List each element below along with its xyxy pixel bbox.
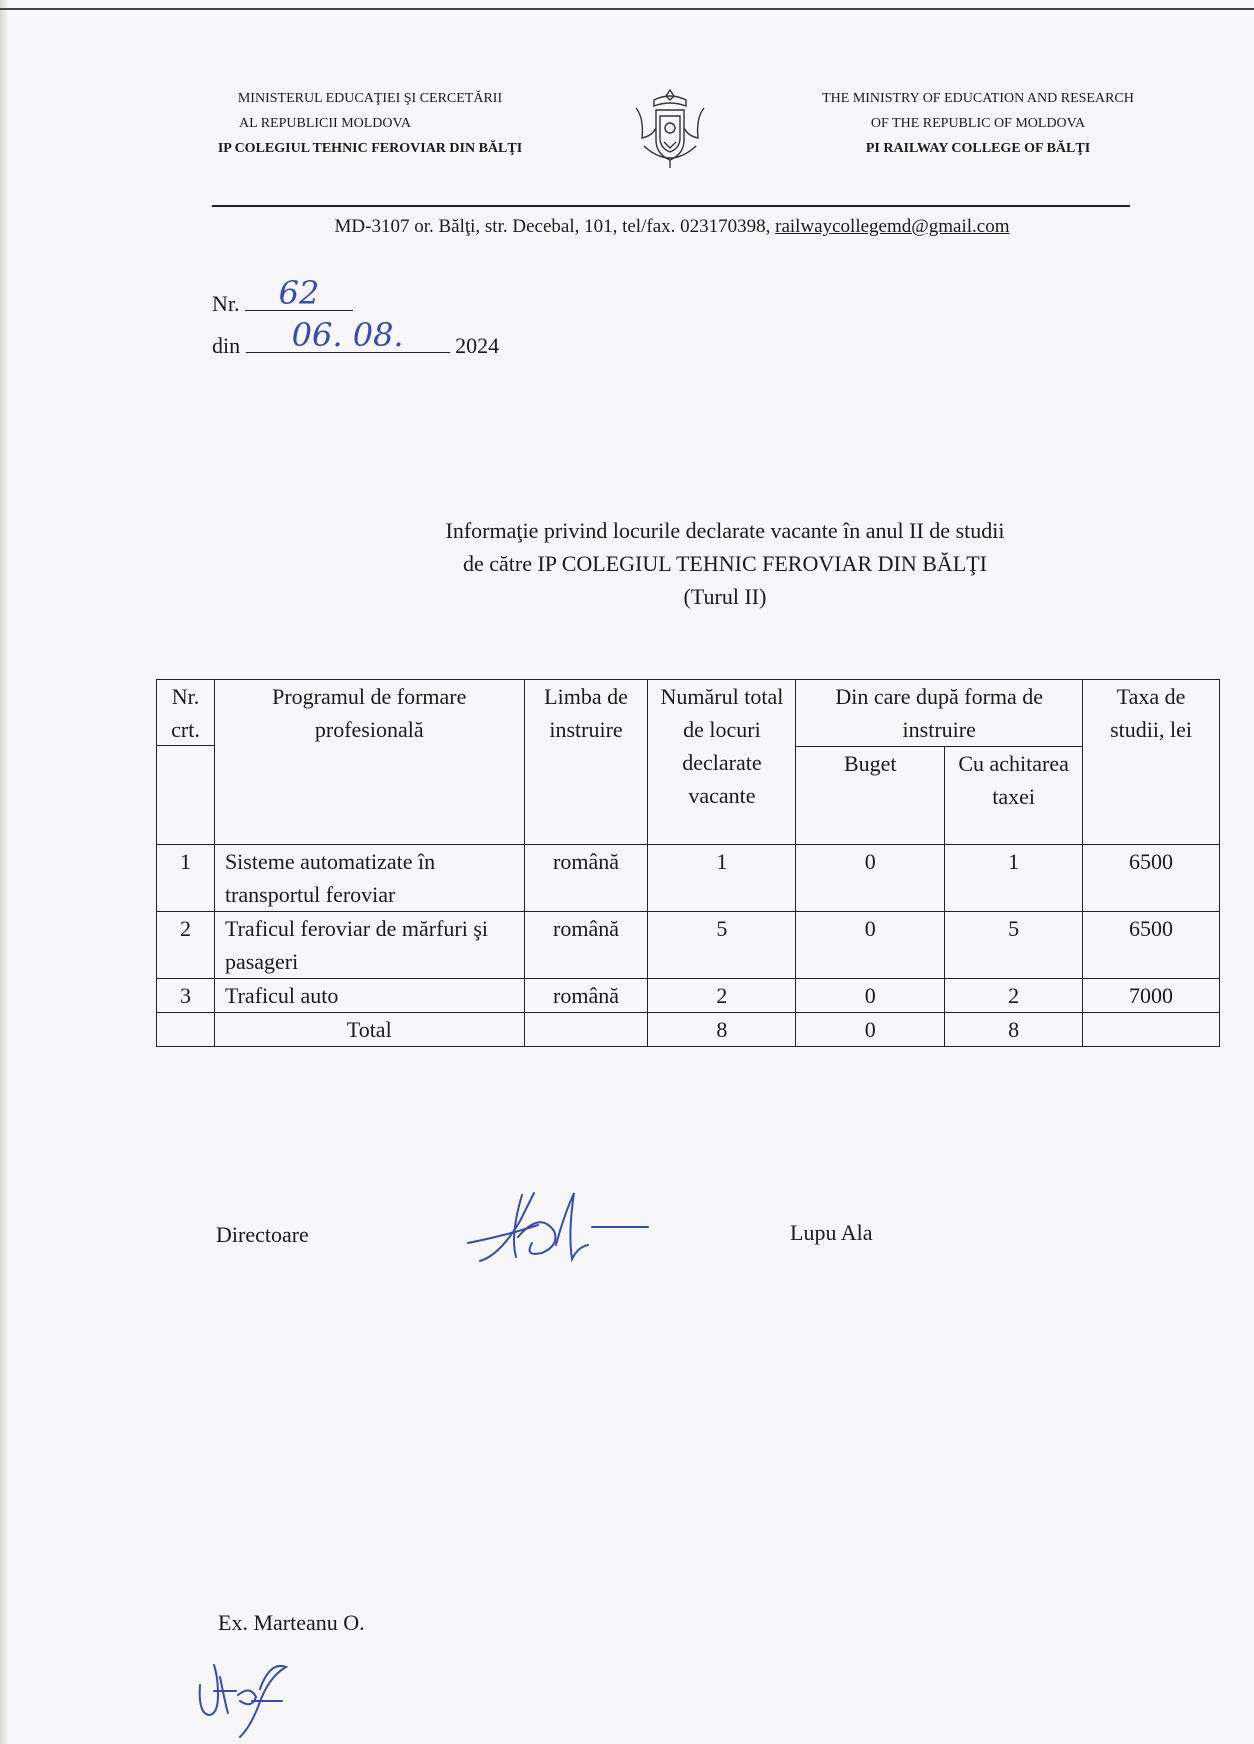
din-label: din	[212, 333, 241, 358]
header-nr: Nr. crt.	[157, 680, 215, 845]
table-row	[157, 912, 1220, 979]
executor-signature	[190, 1655, 300, 1740]
row-total: 2	[648, 979, 796, 1013]
total-language-empty	[524, 1013, 648, 1047]
row-fee: 6500	[1083, 912, 1220, 979]
table-header-row	[157, 680, 1220, 747]
total-fee-paid: 8	[945, 1013, 1083, 1047]
address-text: MD-3107 or. Bălţi, str. Decebal, 101, tel/fax. 023170398,	[334, 216, 776, 237]
row-total: 5	[648, 912, 796, 979]
row-program: Traficul feroviar de mărfuri şi pasageri	[214, 912, 524, 979]
row-fee: 7000	[1083, 979, 1220, 1013]
signatory-role: Directoare	[216, 1222, 309, 1247]
year-text: 2024	[455, 333, 500, 358]
row-fee-paid: 2	[945, 979, 1083, 1013]
table-row	[157, 979, 1220, 1013]
header-right	[808, 86, 1148, 161]
row-fee-paid: 1	[945, 845, 1083, 912]
nr-blank	[245, 274, 353, 312]
header-right-line3: PI RAILWAY COLLEGE OF BĂLŢI	[865, 141, 1091, 156]
header-divider	[212, 205, 1130, 207]
registration-date	[212, 316, 500, 359]
page-edge	[0, 0, 8, 1744]
header-language: Limba de instruire	[524, 680, 648, 845]
row-nr: 3	[157, 979, 215, 1013]
row-budget: 0	[796, 979, 945, 1013]
row-language: română	[524, 912, 648, 979]
executor-note: Ex. Marteanu O.	[218, 1610, 365, 1635]
signatory-name: Lupu Ala	[790, 1220, 873, 1245]
row-nr: 2	[157, 912, 215, 979]
date-blank	[246, 316, 450, 354]
director-signature	[460, 1185, 660, 1275]
header-fee-paid: Cu achitarea taxei	[945, 747, 1083, 845]
title-line1: Informaţie privind locurile declarate vacante în anul II de studii	[445, 518, 1005, 543]
header-right-line2: OF THE REPUBLIC OF MOLDOVA	[870, 116, 1086, 131]
registration-number	[212, 274, 353, 317]
row-fee: 6500	[1083, 845, 1220, 912]
address-line	[200, 216, 1144, 238]
total-budget: 0	[796, 1013, 945, 1047]
title-line2: de către IP COLEGIUL TEHNIC FEROVIAR DIN BĂLŢI	[462, 551, 988, 576]
header-left	[200, 86, 540, 161]
total-fee-empty	[1083, 1013, 1220, 1047]
row-program: Traficul auto	[214, 979, 524, 1013]
row-budget: 0	[796, 912, 945, 979]
header-total: Numărul total de locuri declarate vacante	[648, 680, 796, 845]
vacancies-table	[156, 679, 1220, 1047]
total-count: 8	[648, 1013, 796, 1047]
total-label: Total	[214, 1013, 524, 1047]
table-total-row	[157, 1013, 1220, 1047]
row-total: 1	[648, 845, 796, 912]
title-line3: (Turul II)	[683, 584, 767, 609]
document-title	[340, 514, 1110, 613]
table-row	[157, 845, 1220, 912]
header-group: Din care după forma de instruire	[796, 680, 1083, 747]
row-language: română	[524, 979, 648, 1013]
header-left-line2: AL REPUBLICII MOLDOVA	[239, 116, 411, 131]
header-left-line3: IP COLEGIUL TEHNIC FEROVIAR DIN BĂLŢI	[217, 141, 523, 156]
moldova-coat-of-arms-icon	[630, 86, 710, 172]
nr-label: Nr.	[212, 291, 240, 316]
header-right-line1: THE MINISTRY OF EDUCATION AND RESEARCH	[822, 91, 1134, 106]
row-language: română	[524, 845, 648, 912]
date-handwritten-value: 06. 08.	[291, 316, 404, 354]
row-program: Sisteme automatizate în transportul feroviar	[214, 845, 524, 912]
row-nr: 1	[157, 845, 215, 912]
nr-handwritten-value: 62	[278, 274, 320, 312]
row-budget: 0	[796, 845, 945, 912]
email-link[interactable]: railwaycollegemd@gmail.com	[775, 216, 1010, 237]
header-fee: Taxa de studii, lei	[1083, 680, 1220, 845]
header-program: Programul de formare profesională	[214, 680, 524, 845]
header-budget: Buget	[796, 747, 945, 845]
top-border-line	[0, 8, 1254, 10]
row-fee-paid: 5	[945, 912, 1083, 979]
header-left-line1: MINISTERUL EDUCAŢIEI ŞI CERCETĂRII	[237, 91, 503, 106]
total-nr-empty	[157, 1013, 215, 1047]
